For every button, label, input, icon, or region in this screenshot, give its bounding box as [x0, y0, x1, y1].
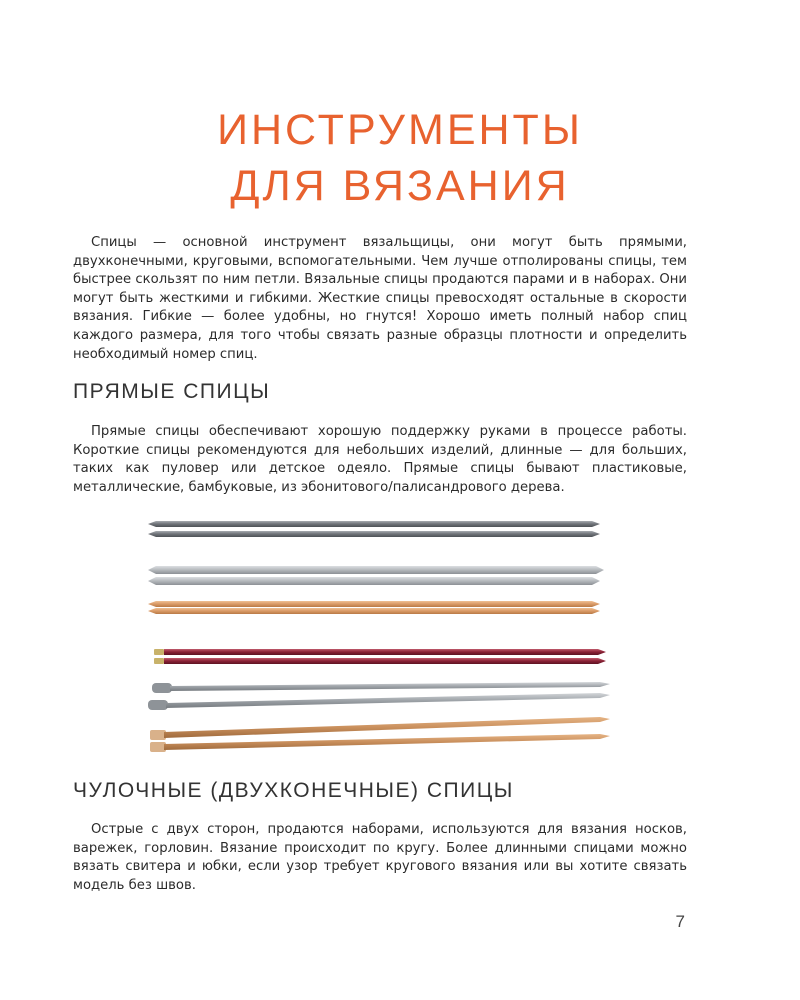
intro-paragraph: Спицы — основной инструмент вязальщицы, они могут быть прямыми, двухконечными, круговыми, вспомогательными. Чем лучше отполированы спицы, тем быстрее скользят по ним петли. Вязальные спицы продаются парами и в наборах. Они могут быть жесткими и гибкими. Жесткие спицы превосходят остальные в скорости вязания. Гибкие — более удобны, но гнутся! Хорошо иметь полный набор спиц каждого размера, для того чтобы связать разные образцы плотности и определить необходимый номер спиц. [73, 235, 687, 362]
dpn-paragraph: Острые с двух сторон, продаются наборами, используются для вязания носков, варежек, горловин. Вязание происходит по кругу. Более длинными спицами можно вязать свитера и юбки, если узор требует кругового вязания или вы хотите связать модель без швов. [73, 822, 687, 893]
page-title [0, 102, 800, 214]
bamboo-dpn-pair [148, 601, 600, 614]
knitting-needles-illustration [140, 510, 620, 760]
section-heading-dpn: ЧУЛОЧНЫЕ (ДВУХКОНЕЧНЫЕ) СПИЦЫ [73, 779, 514, 802]
title-line-1: ИНСТРУМЕНТЫ [217, 106, 583, 154]
straight-needles-paragraph: Прямые спицы обеспечивают хорошую поддержку руками в процессе работы. Короткие спицы рекомендуются для небольших изделий, длинные — для больших, таких как пуловер или детское одеяло. Прямые спицы бывают пластиковые, металлические, бамбуковые, из эбонитового/палисандрового дерева. [73, 424, 687, 495]
section-heading-straight-needles: ПРЯМЫЕ СПИЦЫ [73, 380, 271, 403]
wood-straight-pair [150, 717, 610, 752]
rosewood-straight-pair [154, 649, 606, 664]
gray-straight-pair [148, 682, 610, 710]
dark-metal-dpn-pair [148, 521, 600, 537]
page-number: 7 [675, 912, 685, 931]
light-metal-dpn-pair [148, 566, 604, 585]
title-line-2: ДЛЯ ВЯЗАНИЯ [230, 162, 570, 210]
